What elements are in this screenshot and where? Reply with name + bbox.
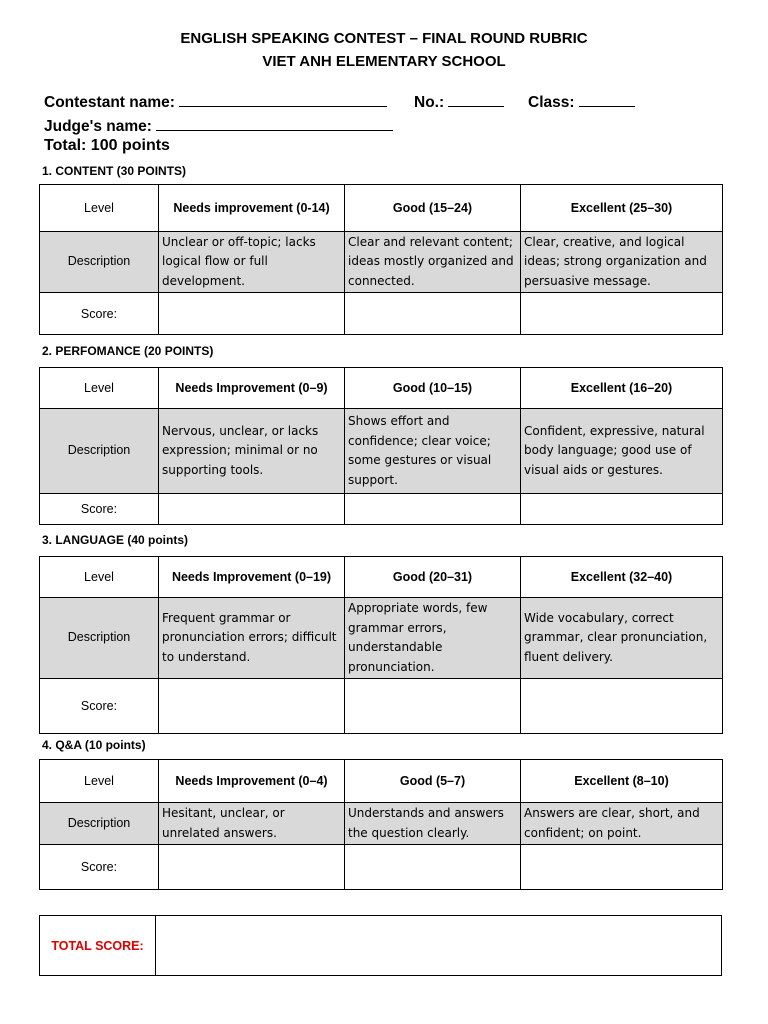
score-row [40, 679, 723, 734]
score-cell[interactable] [521, 845, 723, 890]
description-row [40, 803, 723, 845]
description-label: Description [40, 803, 159, 845]
contestant-name-blank[interactable] [179, 92, 387, 107]
excellent-description: Clear, creative, and logical ideas; strong organization and persuasive message. [521, 232, 723, 293]
excellent-description: Answers are clear, short, and confident; on point. [521, 803, 723, 845]
description-label: Description [40, 409, 159, 494]
section-heading: 3. LANGUAGE (40 points) [42, 533, 189, 547]
score-cell[interactable] [521, 679, 723, 734]
good-header: Good (20–31) [345, 557, 521, 598]
judge-name-label: Judge's name: [44, 118, 152, 135]
description-row [40, 598, 723, 679]
number-blank[interactable] [448, 92, 504, 107]
contestant-name-field [44, 92, 387, 112]
excellent-header: Excellent (25–30) [521, 185, 723, 232]
level-header: Level [40, 185, 159, 232]
header-row [40, 185, 723, 232]
score-label: Score: [40, 845, 159, 890]
class-label: Class: [528, 94, 575, 111]
rubric-table-qa [39, 759, 723, 890]
number-field [414, 92, 504, 112]
good-description: Shows effort and confidence; clear voice; some gestures or visual support. [345, 409, 521, 494]
excellent-description: Wide vocabulary, correct grammar, clear pronunciation, fluent delivery. [521, 598, 723, 679]
rubric-table-performance [39, 367, 723, 525]
excellent-header: Excellent (32–40) [521, 557, 723, 598]
score-cell[interactable] [345, 293, 521, 335]
good-description: Understands and answers the question clearly. [345, 803, 521, 845]
needs-improvement-description: Nervous, unclear, or lacks expression; minimal or no supporting tools. [159, 409, 345, 494]
score-cell[interactable] [159, 494, 345, 525]
header-row [40, 557, 723, 598]
score-cell[interactable] [345, 494, 521, 525]
score-cell[interactable] [159, 845, 345, 890]
level-header: Level [40, 557, 159, 598]
description-label: Description [40, 598, 159, 679]
level-header: Level [40, 368, 159, 409]
score-label: Score: [40, 679, 159, 734]
total-score-table [39, 915, 722, 976]
contestant-name-label: Contestant name: [44, 94, 175, 111]
score-cell[interactable] [345, 845, 521, 890]
needs-improvement-description: Frequent grammar or pronunciation errors; difficult to understand. [159, 598, 345, 679]
excellent-description: Confident, expressive, natural body language; good use of visual aids or gestures. [521, 409, 723, 494]
total-score-label: TOTAL SCORE: [40, 916, 156, 976]
rubric-table-language [39, 556, 723, 734]
description-label: Description [40, 232, 159, 293]
good-header: Good (5–7) [345, 760, 521, 803]
section-heading: 1. CONTENT (30 POINTS) [42, 164, 187, 178]
description-row [40, 232, 723, 293]
score-cell[interactable] [159, 679, 345, 734]
document-title: ENGLISH SPEAKING CONTEST – FINAL ROUND RUBRIC [180, 30, 588, 47]
description-row [40, 409, 723, 494]
excellent-header: Excellent (8–10) [521, 760, 723, 803]
needs-improvement-header: Needs Improvement (0–4) [159, 760, 345, 803]
school-name: VIET ANH ELEMENTARY SCHOOL [262, 53, 506, 70]
needs-improvement-header: Needs Improvement (0–9) [159, 368, 345, 409]
good-header: Good (15–24) [345, 185, 521, 232]
score-cell[interactable] [521, 494, 723, 525]
score-cell[interactable] [521, 293, 723, 335]
needs-improvement-description: Hesitant, unclear, or unrelated answers. [159, 803, 345, 845]
header-row [40, 760, 723, 803]
level-header: Level [40, 760, 159, 803]
score-row [40, 293, 723, 335]
needs-improvement-description: Unclear or off-topic; lacks logical flow or full development. [159, 232, 345, 293]
score-row [40, 845, 723, 890]
good-description: Clear and relevant content; ideas mostly organized and connected. [345, 232, 521, 293]
header-row [40, 368, 723, 409]
needs-improvement-header: Needs improvement (0-14) [159, 185, 345, 232]
section-heading: 2. PERFOMANCE (20 POINTS) [42, 344, 214, 358]
section-heading: 4. Q&A (10 points) [42, 738, 146, 752]
total-points: Total: 100 points [44, 137, 170, 154]
score-label: Score: [40, 293, 159, 335]
excellent-header: Excellent (16–20) [521, 368, 723, 409]
good-description: Appropriate words, few grammar errors, understandable pronunciation. [345, 598, 521, 679]
total-score-cell[interactable] [156, 916, 722, 976]
score-row [40, 494, 723, 525]
needs-improvement-header: Needs Improvement (0–19) [159, 557, 345, 598]
judge-name-field [44, 116, 393, 136]
score-cell[interactable] [159, 293, 345, 335]
judge-name-blank[interactable] [156, 116, 393, 131]
class-field [528, 92, 635, 112]
good-header: Good (10–15) [345, 368, 521, 409]
number-label: No.: [414, 94, 445, 111]
score-label: Score: [40, 494, 159, 525]
score-cell[interactable] [345, 679, 521, 734]
class-blank[interactable] [579, 92, 635, 107]
rubric-table-content [39, 184, 723, 335]
